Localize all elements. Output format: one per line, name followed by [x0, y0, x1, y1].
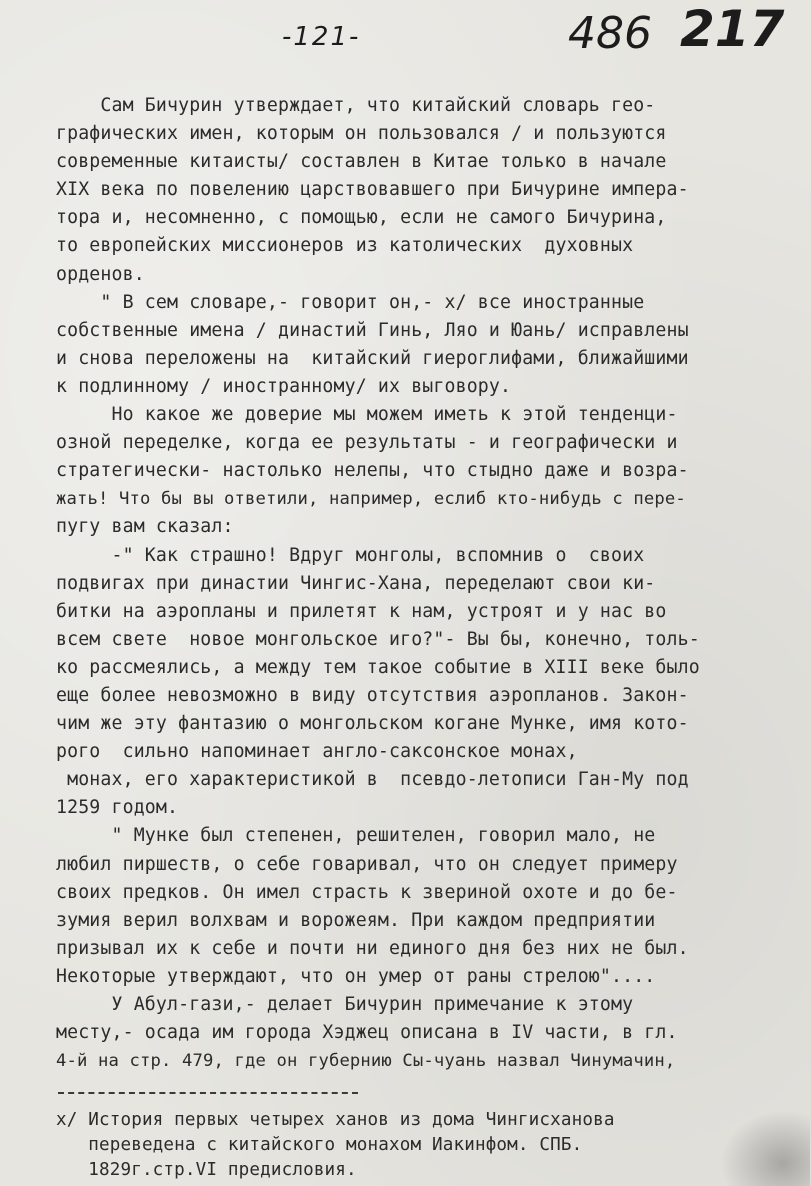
text-line: чим же эту фантазию о монгольском когане Мунке, имя кото- [56, 713, 689, 735]
text-line: Но какое же доверие мы можем иметь к этой тенденци- [56, 404, 678, 426]
text-line: орденов. [56, 263, 145, 285]
text-line: любил пиршеств, о себе говаривал, что он следует примеру [56, 853, 678, 875]
text-line: подвигах при династии Чингис-Хана, переделают свои ки- [56, 572, 656, 594]
text-line: зумия верил волхвам и ворожеям. При каждом предприятии [56, 909, 656, 931]
text-line: 4-й на стр. 479, где он губернию Сы-чуань назвал Чинумачин, [56, 1051, 676, 1072]
text-line: XIX века по повелению царствовавшего при Бичурине импера- [56, 179, 689, 201]
text-line: монах, его характеристикой в псевдо-летописи Ган-Му под [56, 769, 689, 791]
text-line: 1259 годом. [56, 797, 179, 819]
text-line: своих предков. Он имел страсть к звериной охоте и до бе- [56, 881, 678, 903]
footnote-line: 1829г.стр.VI предисловия. [56, 1160, 357, 1180]
text-line: современные китаисты/ составлен в Китае только в начале [56, 151, 667, 173]
text-line: Некоторые утверждают, что он умер от раны стрелою".... [56, 965, 656, 987]
footnote [56, 1108, 796, 1183]
text-line: еще более невозможно в виду отсутствия аэропланов. Закон- [56, 684, 689, 706]
text-line: рого сильно напоминает англо-саксонское монах, [56, 741, 578, 763]
text-line: озной переделке, когда ее результаты - и географически и [56, 432, 678, 454]
text-line: У Абул-гази,- делает Бичурин примечание к этому [56, 994, 634, 1015]
paper-stain [720, 1110, 810, 1186]
text-line: -" Как страшно! Вдруг монголы, вспомнив о своих [56, 544, 645, 566]
archive-number-secondary: 217 [680, 0, 785, 58]
archive-number-primary: 486 [568, 8, 652, 59]
text-line: то европейских миссионеров из католических духовных [56, 235, 634, 257]
page-number: -121- [282, 22, 361, 52]
text-line: призывал их к себе и почти ни единого дня без них не был. [56, 937, 689, 959]
text-line: стратегически- настолько нелепы, что стыдно даже и возра- [56, 460, 689, 482]
footnote-separator [58, 1092, 358, 1094]
text-line: всем свете новое монгольское иго?"- Вы бы, конечно, толь- [56, 628, 700, 650]
footnote-line: переведена с китайского монахом Иакинфом. СПБ. [56, 1135, 583, 1155]
text-line: Сам Бичурин утверждает, что китайский словарь гео- [56, 95, 656, 116]
text-line: к подлинному / иностранному/ их выговору. [56, 375, 512, 397]
text-line: битки на аэропланы и прилетят к нам, устроят и у нас во [56, 600, 667, 622]
text-line: тора и, несомненно, с помощью, если не самого Бичурина, [56, 207, 667, 229]
text-line: " Мунке был степенен, решителен, говорил мало, не [56, 825, 656, 847]
text-line: " В сем словаре,- говорит он,- x/ все иностранные [56, 291, 645, 313]
text-line: жать! Что бы вы ответили, например, еслиб кто-нибудь с пере- [56, 489, 686, 510]
text-line: собственные имена / династий Гинь, Ляо и Юань/ исправлены [56, 319, 689, 341]
text-line: месту,- осада им города Хэджец описана в IV части, в гл. [56, 1022, 678, 1044]
body-text [56, 92, 796, 1075]
text-line: и снова переложены на китайский гиероглифами, ближайшими [56, 347, 689, 369]
text-line: пугу вам сказал: [56, 516, 234, 538]
text-line: ко рассмеялись, а между тем такое событие в XIII веке было [56, 656, 700, 678]
footnote-line: x/ История первых четырех ханов из дома Чингисханова [56, 1110, 615, 1130]
text-line: графических имен, которым он пользовался / и пользуются [56, 123, 667, 145]
